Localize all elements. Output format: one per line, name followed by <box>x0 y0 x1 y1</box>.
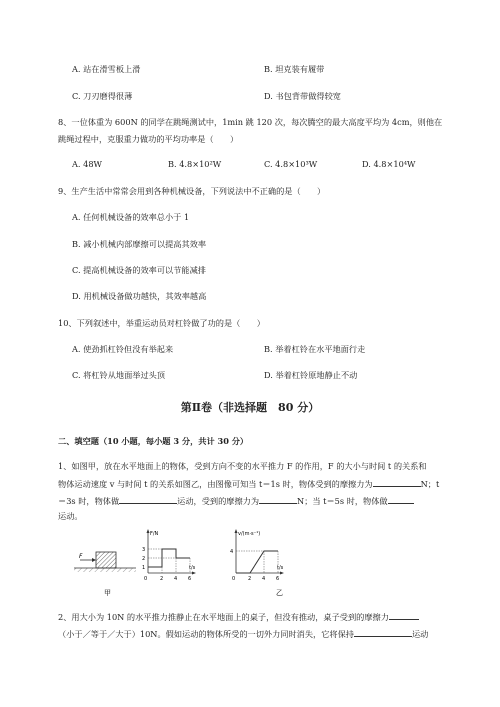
force-label: F <box>79 553 83 560</box>
fill1-blank-2[interactable] <box>119 495 177 504</box>
v-axis-label: v/(m·s⁻¹) <box>238 531 261 537</box>
t-axis-f-arrow <box>192 572 196 575</box>
t-axis-v-arrow <box>280 572 284 575</box>
f-t-tick-4: 4 <box>174 576 178 582</box>
f-t-tick-0: 0 <box>144 576 148 582</box>
q9-stem: 9、生产生活中常常会用到各种机械设备，下列说法中不正确的是（ ） <box>58 186 326 196</box>
v-curve <box>236 551 278 573</box>
fill1-line3-tail: N；当 t＝5s 时，物体做 <box>297 496 388 506</box>
section-header: 二、填空题（10 小题，每小题 3 分，共计 30 分） <box>58 436 249 446</box>
fill1-line3 <box>58 495 414 507</box>
t-axis-f-label: t/s <box>189 565 196 571</box>
fill2-line2 <box>58 628 428 640</box>
q8-option-b: B. 4.8×10²W <box>168 159 222 169</box>
v-t-tick-6: 6 <box>276 576 280 582</box>
q7-option-a: A. 站在滑雪板上滑 <box>72 64 141 74</box>
fill1-blank-1[interactable] <box>373 478 421 487</box>
fig-jia-label: 甲 <box>104 589 111 597</box>
q10-option-d: D. 举着杠铃原地静止不动 <box>264 370 358 380</box>
q8-option-a: A. 48W <box>72 159 102 169</box>
fill1-line2-text: 物体运动速度 v 与时间 t 的关系如图乙，由图像可知当 t＝1s 时，物体受到的摩擦力为 <box>58 479 373 489</box>
fill1-line2-tail: N；t <box>420 479 440 489</box>
f-t-tick-6: 6 <box>188 576 192 582</box>
q7-option-b: B. 坦克装有履带 <box>264 64 325 74</box>
section-title: 第Ⅱ卷（非选择题 80 分） <box>180 401 320 414</box>
block <box>96 552 116 568</box>
f-tick-2: 2 <box>142 556 146 562</box>
q10-option-a: A. 使劲抓杠铃但没有举起来 <box>72 344 174 354</box>
q8-option-c: C. 4.8×10³W <box>264 159 318 169</box>
q9-option-d: D. 用机械设备做功越快，其效率越高 <box>72 291 207 301</box>
fill1-line3-mid: 运动，受到的摩擦力为 <box>177 496 260 506</box>
q8-stem-line2: 跳绳过程中，克服重力做功的平均功率是（ ） <box>58 134 239 144</box>
f-tick-1: 1 <box>142 565 146 571</box>
fill1-blank-3[interactable] <box>259 495 297 504</box>
graph-v-t <box>230 529 284 597</box>
q7-option-d: D. 书包背带做得较宽 <box>264 91 341 101</box>
fill1-line3-head: ＝3s 时，物体做 <box>58 496 120 506</box>
fill2-line2-tail: 运动 <box>411 629 429 639</box>
fill2-blank-2[interactable] <box>354 628 412 637</box>
fill1-line1: 1、如图甲，放在水平地面上的物体，受到方向不变的水平推力 F 的作用，F 的大小与时间 t 的关系和 <box>58 461 427 471</box>
fill2-line1-text: 2、用大小为 10N 的水平推力推静止在水平地面上的桌子，但没有推动，桌子受到的摩擦力 <box>58 612 389 622</box>
q8-option-d: D. 4.8×10⁴W <box>362 159 416 169</box>
fill1-line2 <box>58 478 439 490</box>
v-tick-4: 4 <box>230 549 234 555</box>
q8-stem-line1: 8、一位体重为 600N 的同学在跳绳测试中，1min 跳 120 次，每次腾空的最大高度平均为 4cm，则他在 <box>58 117 443 127</box>
figure-jia <box>74 552 136 597</box>
f-tick-3: 3 <box>142 547 146 553</box>
v-t-tick-0: 0 <box>232 576 236 582</box>
push-arrow-head <box>92 558 96 562</box>
fill2-line1 <box>58 611 419 623</box>
f-axis-label: F/N <box>150 531 159 537</box>
f-t-tick-2: 2 <box>160 576 164 582</box>
q9-option-b: B. 减小机械内部摩擦可以提高其效率 <box>72 239 207 249</box>
fill1-figures <box>0 525 500 600</box>
fig-yi-label: 乙 <box>276 589 283 597</box>
q9-option-a: A. 任何机械设备的效率总小于 1 <box>72 212 190 222</box>
t-axis-v-label: t/s <box>277 565 284 571</box>
fill1-line4: 运动。 <box>58 511 83 521</box>
q7-option-c: C. 刀刃磨得很薄 <box>72 91 133 101</box>
q10-option-b: B. 举着杠铃在水平地面行走 <box>264 344 366 354</box>
q9-option-c: C. 提高机械设备的效率可以节能减排 <box>72 265 206 275</box>
v-t-tick-2: 2 <box>248 576 252 582</box>
v-t-tick-4: 4 <box>262 576 266 582</box>
q10-stem: 10、下列叙述中，举重运动员对杠铃做了功的是（ ） <box>58 318 265 328</box>
fill2-blank-1[interactable] <box>389 611 419 620</box>
q10-option-c: C. 将杠铃从地面举过头顶 <box>72 370 166 380</box>
fill1-blank-4[interactable] <box>388 495 414 504</box>
graph-f-t <box>142 529 196 582</box>
fill2-line2-text: （小于／等于／大于）10N。假如运动的物体所受的一切外力同时消失，它将保持 <box>58 629 354 639</box>
ground-hatch <box>74 568 136 572</box>
